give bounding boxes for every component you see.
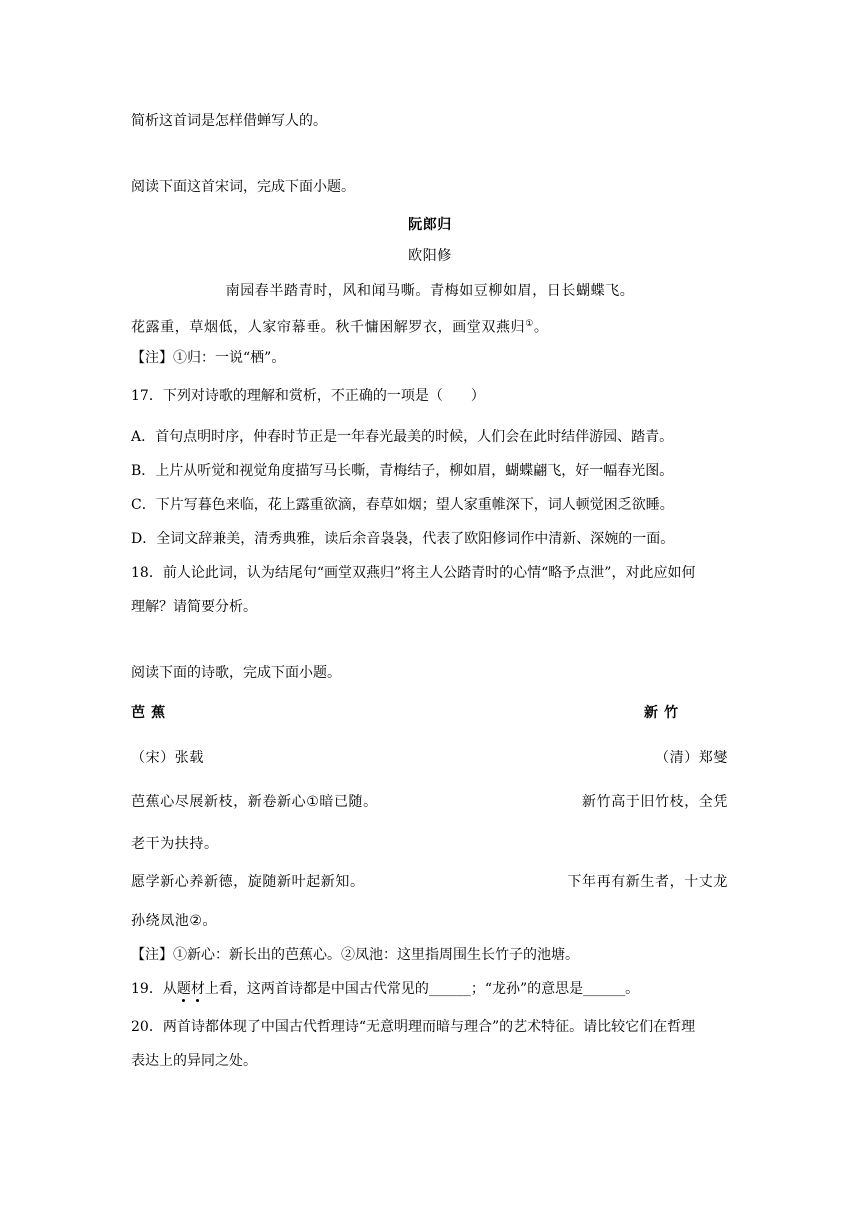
q17-option-c: C．下片写暮色来临，花上露重欲滴，春草如烟；望人家重帷深下，词人顿觉困乏欲睡。	[131, 497, 674, 513]
q20-line-1: 20．两首诗都体现了中国古代哲理诗“无意明理而暗与理合”的艺术特征。请比较它们在哲理	[131, 1019, 696, 1035]
q17-option-b: B．上片从听觉和视觉角度描写马长嘶，青梅结子，柳如眉，蝴蝶翩飞，好一幅春光图。	[131, 463, 674, 479]
poem2-author: （清）郑燮	[655, 750, 728, 766]
section2-note: 【注】①归：一说“栖”。	[131, 350, 286, 366]
poem2-line-2-part2: 孙绕凤池②。	[131, 913, 218, 929]
q18-line-2: 理解？请简要分析。	[131, 599, 257, 615]
q19-emphasis-1: 题	[176, 981, 191, 997]
q19-part-a: 19．从	[131, 981, 177, 997]
poem-line-2-end: 。	[533, 319, 549, 336]
q19-part-d: 上看，这两首诗都是中国古代常见的______；“龙孙”的意思是______。	[204, 981, 640, 997]
q17-option-d: D．全词文辞兼美，清秀典雅，读后余音袅袅，代表了欧阳修词作中清新、深婉的一面。	[131, 531, 675, 547]
poem2-title: 新 竹	[644, 705, 679, 721]
section3-note: 【注】①新心：新长出的芭蕉心。②凤池：这里指周围生长竹子的池塘。	[131, 947, 579, 963]
q19-emphasis-2: 材	[190, 981, 205, 997]
section2-intro: 阅读下面这首宋词，完成下面小题。	[131, 179, 355, 195]
poem1-line-1: 芭蕉心尽展新枝，新卷新心①暗已随。	[131, 794, 378, 810]
poem2-line-1-part2: 老干为扶持。	[131, 836, 219, 852]
q17-option-a: A．首句点明时序，仲春时节正是一年春光最美的时候，人们会在此时结伴游园、踏青。	[131, 429, 674, 445]
q16-prompt: 简析这首词是怎样借蝉写人的。	[131, 113, 327, 129]
poem-line-2	[131, 314, 548, 338]
poem-line-1: 南园春半踏青时，风和闻马嘶。青梅如豆柳如眉，日长蝴蝶飞。	[225, 283, 635, 299]
footnote-mark: ①	[525, 319, 534, 329]
poem1-title: 芭 蕉	[131, 705, 166, 721]
poem-line-2-text: 花露重，草烟低，人家帘幕垂。秋千慵困解罗衣，画堂双燕归	[131, 319, 526, 336]
poem-title: 阮郎归	[408, 217, 452, 233]
q20-line-2: 表达上的异同之处。	[131, 1053, 257, 1069]
q18-line-1: 18．前人论此词，认为结尾句“画堂双燕归”将主人公踏青时的心情“略予点泄”，对此应如何	[131, 565, 696, 581]
poem2-line-1-part1: 新竹高于旧竹枝，全凭	[582, 794, 728, 810]
section3-intro: 阅读下面的诗歌，完成下面小题。	[131, 665, 341, 681]
q17-stem: 17．下列对诗歌的理解和赏析，不正确的一项是（ ）	[131, 388, 485, 404]
q19	[131, 979, 639, 999]
poem1-author: （宋）张载	[131, 750, 204, 766]
poem-author: 欧阳修	[408, 248, 452, 264]
poem2-line-2-part1: 下年再有新生者，十丈龙	[567, 874, 728, 890]
poem1-line-2: 愿学新心养新德，旋随新叶起新知。	[131, 874, 365, 890]
